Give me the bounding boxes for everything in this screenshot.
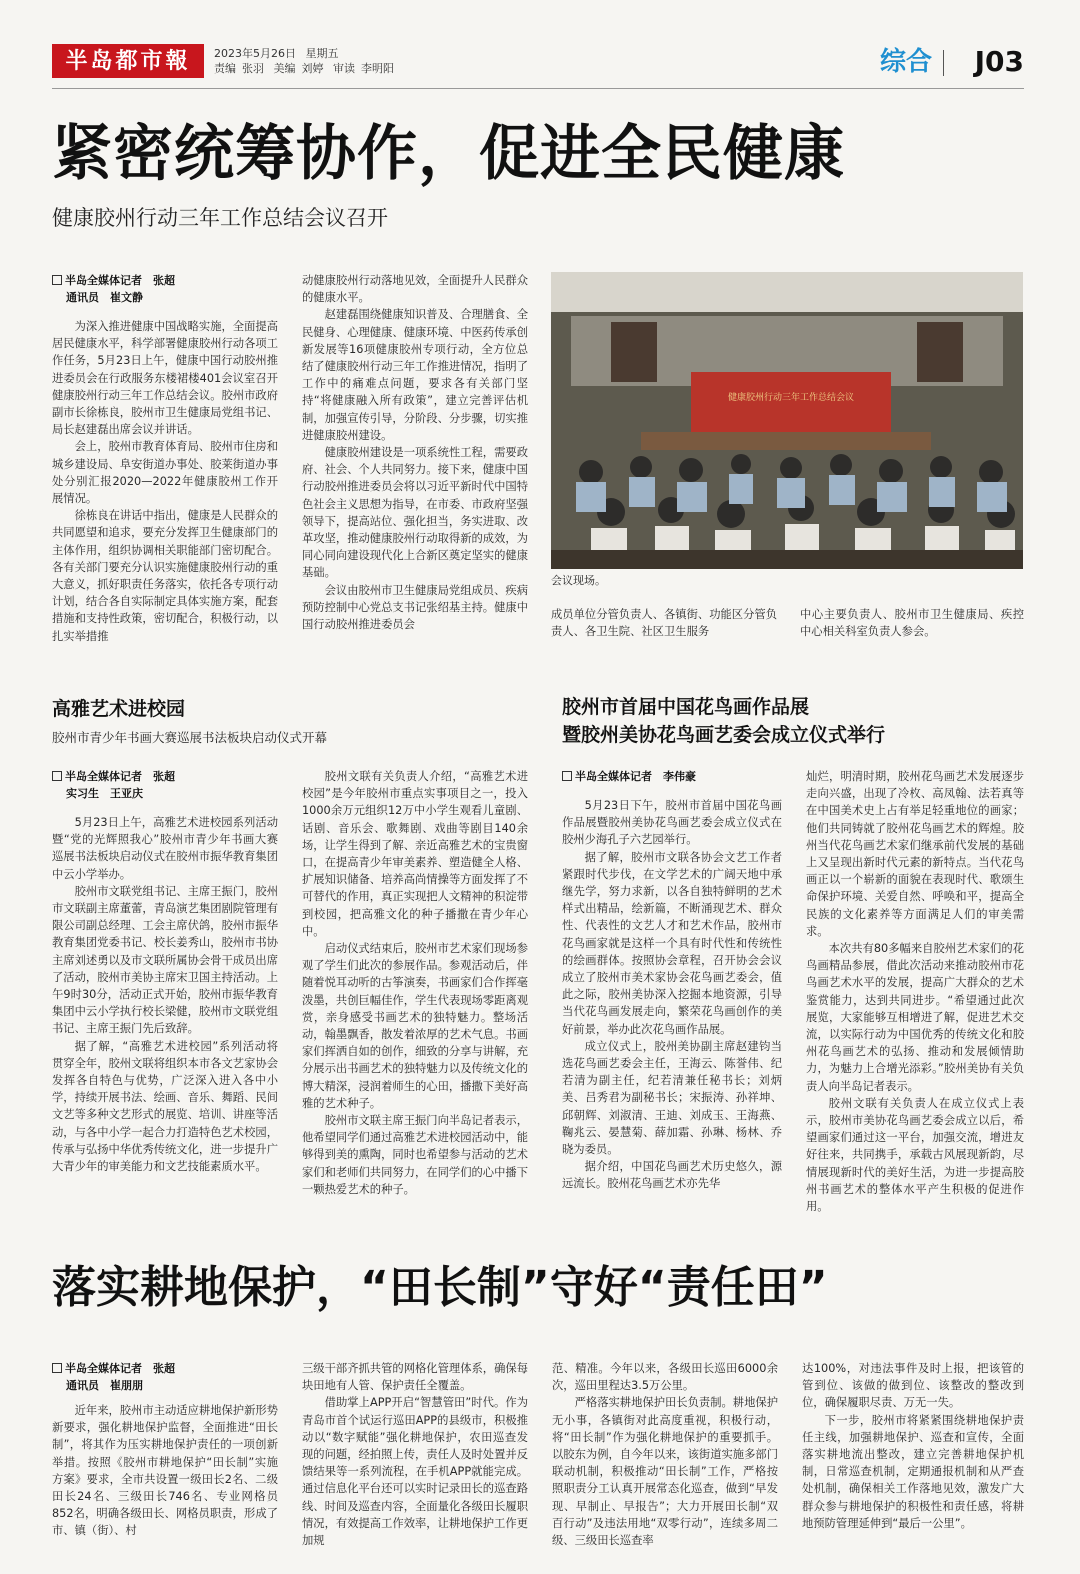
editor-role: 审读 — [333, 62, 355, 75]
article1-column-2 — [302, 272, 528, 633]
paragraph: 会议由胶州市卫生健康局党组成员、疾病预防控制中心党总支书记张绍基主持。健康中国行动胶州推进委员会 — [302, 583, 528, 632]
article1-headline: 紧密统筹协作，促进全民健康 — [52, 119, 845, 189]
paragraph: 借助掌上APP开启“智慧管田”时代。作为青岛市首个试运行巡田APP的县级市，积极推动以“数字赋能”强化耕地保护，农田巡查发现的问题，经拍照上传，责任人及时处置并反馈结果等一系列流程，在手机APP就能完成。通过信息化平台还可以实时记录田长的巡查路线、时间及巡查内容，全面量化各级田长履职情况，有效提高工作效率，让耕地保护工作更加规 — [302, 1396, 528, 1548]
page-number: J03 — [974, 45, 1024, 78]
section-name: 综合 — [879, 47, 932, 77]
article2-column-1 — [52, 768, 278, 1175]
paragraph: 中心主要负责人、胶州市卫生健康局、疾控中心相关科室负责人参会。 — [800, 608, 1024, 639]
article4-column-4 — [802, 1360, 1024, 1532]
paragraph: 达100%，对违法事件及时上报，把该管的管到位、该做的做到位、该整改的整改到位，确保履职尽责、万无一失。 — [802, 1362, 1024, 1410]
reporter: 半岛全媒体记者 李伟豪 — [575, 770, 696, 783]
paragraph: 胶州文联有关负责人介绍，“高雅艺术进校园”是今年胶州市重点实事项目之一，投入1000余万元组织12万中小学生观看儿童剧、话剧、音乐会、歌舞剧、戏曲等剧目140余场，让学生得到了解、亲近高雅艺术的宝贵窗口，在提高青少年审美素养、塑造健全人格、扩展知识储备、培养高尚情操等方面发挥了不可替代的作用，真正实现把人文精神的积淀带到校园，把高雅文化的种子播撒在青少年心中。 — [302, 770, 528, 938]
article2-subtitle: 胶州市青少年书画大赛巡展书法板块启动仪式开幕 — [52, 730, 328, 745]
paragraph: 成员单位分管负责人、各镇街、功能区分管负责人、各卫生院、社区卫生服务 — [551, 608, 777, 639]
correspondent: 通讯员 崔文静 — [66, 291, 143, 304]
paragraph: 启动仪式结束后，胶州市艺术家们现场参观了学生们此次的参展作品。参观活动后，伴随着悦耳动听的古筝演奏，书画家们合作挥毫泼墨，共创巨幅佳作，学生代表现场零距离观赏，亲身感受书画艺术的独特魅力。整场活动，翰墨飘香，散发着浓厚的艺术气息。书画家们挥洒自如的创作，细致的分享与讲解，充分展示出书画艺术的独特魅力以及传统文化的博大精深，浸润着师生的心田，播撒下美好高雅的艺术种子。 — [302, 942, 528, 1110]
paragraph: 灿烂，明清时期，胶州花鸟画艺术发展逐步走向兴盛，出现了冷枚、高凤翰、法若真等在中国美术史上占有举足轻重地位的画家；他们共同铸就了胶州花鸟画艺术的辉煌。胶州当代花鸟画艺术家们继承前代发展的基础上又呈现出新时代元素的新特点。当代花鸟画正以一个崭新的面貌在表现时代、歌颂生命保护环境、关爱自然、呼唤和平，提高全民族的文化素养等方面满足人们的审美需求。 — [806, 770, 1024, 938]
paragraph: 5月23日上午，高雅艺术进校园系列活动暨“党的光辉照我心”胶州市青少年书画大赛巡展书法板块启动仪式在胶州市振华教育集团中云小学举办。 — [52, 816, 278, 881]
issue-weekday: 星期五 — [305, 47, 339, 60]
paragraph: 下一步，胶州市将紧紧围绕耕地保护责任主线，加强耕地保护、巡查和宣传，全面落实耕地流出整改，建立完善耕地保护机制，日常巡查机制，定期通报机制和从严查处机制，确保相关工作落地见效，激发广大群众参与耕地保护的积极性和责任感，将耕地预防管理延伸到“最后一公里”。 — [802, 1413, 1024, 1530]
article3-column-1 — [562, 768, 782, 1193]
paragraph: 近年来，胶州市主动适应耕地保护新形势新要求，强化耕地保护监督，全面推进“田长制”，将其作为压实耕地保护责任的一项创新举措。按照《胶州市耕地保护“田长制”实施方案》要求，全市共设置一级田长2名、二级田长24名、三级田长746名、专业网格员852名，明确各级田长、网格员职责，形成了市、镇（街）、村 — [52, 1404, 278, 1538]
paragraph: 胶州文联有关负责人在成立仪式上表示，胶州市美协花鸟画艺委会成立以后，希望画家们通过这一平台，加强交流，增进友好往来，共同携手，承载古风展现新韵，尽情展现新时代的美好生活，为进一步提高胶州书画艺术的整体水平产生积极的促进作用。 — [806, 1096, 1024, 1214]
paragraph: 健康胶州建设是一项系统性工程，需要政府、社会、个人共同努力。接下来，健康中国行动胶州推进委员会将以习近平新时代中国特色社会主义思想为指导，在市委、市政府坚强领导下，提高站位、强化担当，务实进取、改革攻坚，推动健康胶州行动取得新的成效，为同心同向建设现代化上合新区奠定坚实的健康基础。 — [302, 446, 528, 580]
masthead-rule — [52, 88, 1024, 89]
paragraph: 会上，胶州市教育体育局、胶州市住房和城乡建设局、阜安街道办事处、胶莱街道办事处分别汇报2020—2022年健康胶州工作开展情况。 — [52, 440, 278, 506]
paragraph: 赵建磊围绕健康知识普及、合理膳食、全民健身、心理健康、健康环境、中医药传承创新发展等16项健康胶州专项行动，全方位总结了健康胶州行动三年工作推进情况，指明了工作中的痛难点问题，要求各有关部门坚持“将健康融入所有政策”，建立完善评估机制，加强宣传引导，分阶段、分步骤，切实推进健康胶州建设。 — [302, 308, 528, 442]
reporter: 半岛全媒体记者 张超 — [65, 274, 175, 287]
meeting-photo-image — [551, 272, 1023, 569]
masthead-divider — [943, 50, 944, 76]
editor-name: 李明阳 — [361, 62, 394, 75]
paragraph: 成立仪式上，胶州美协副主席赵建钧当选花鸟画艺委会主任，王海云、陈誉伟、纪若清为副主任，纪若清兼任秘书长；刘炳美、吕秀君为副秘书长；宋振涛、孙祥坤、邱朝辉、刘淑清、王迪、刘成玉、王海燕、鞠兆云、晏慧菊、薛加霜、孙琳、杨林、乔晓为委员。 — [562, 1039, 782, 1157]
masthead — [52, 44, 1024, 84]
photo-caption: 会议现场。 — [551, 574, 606, 587]
intern: 实习生 王亚庆 — [66, 787, 143, 800]
article1-column-1 — [52, 272, 278, 645]
article3-column-2 — [806, 768, 1024, 1215]
paragraph: 为深入推进健康中国战略实施，全面提高居民健康水平，科学部署健康胶州行动各项工作任务，5月23日上午，健康中国行动胶州推进委员会在行政服务东楼裙楼401会议室召开健康胶州行动三年工作总结会议。胶州市政府副市长徐栋良，胶州市卫生健康局党组书记、局长赵建磊出席会议并讲话。 — [52, 320, 278, 437]
article4-column-1 — [52, 1360, 278, 1540]
paragraph: 本次共有80多幅来自胶州艺术家们的花鸟画精品参展，借此次活动来推动胶州市花鸟画艺术水平的发展，提高广大群众的艺术鉴赏能力，达到共同进步。“希望通过此次展览，大家能够互相增进了解，促进艺术交流，以实际行动为中国优秀的传统文化和胶州花鸟画艺术的弘扬、推动和发展倾情助力，为魅力上合增光添彩。”胶州美协有关负责人向半岛记者表示。 — [806, 942, 1024, 1093]
byline-box-icon — [562, 771, 572, 781]
newspaper-logo: 半岛都市報 — [52, 44, 204, 78]
paragraph: 5月23日下午，胶州市首届中国花鸟画作品展暨胶州美协花鸟画艺委会成立仪式在胶州少海孔子六艺园举行。 — [562, 799, 782, 847]
issue-info — [214, 46, 400, 76]
article1-subtitle: 健康胶州行动三年工作总结会议召开 — [52, 206, 388, 230]
reporter: 半岛全媒体记者 张超 — [65, 770, 175, 783]
article4-column-3 — [552, 1360, 778, 1549]
article4-headline: 落实耕地保护，“田长制”守好“责任田” — [52, 1262, 828, 1313]
meeting-banner-text: 健康胶州行动三年工作总结会议 — [727, 393, 855, 403]
article1-column-4 — [800, 606, 1024, 640]
article2-column-2 — [302, 768, 528, 1198]
paragraph: 胶州市文联党组书记、主席王振门，胶州市文联副主席董蕾，青岛演艺集团剧院管理有限公司副总经理、工会主席伏鸽，胶州市振华教育集团党委书记、校长姜秀山，胶州市书协主席刘述勇以及市文联所属协会骨干成员出席了活动，胶州市美协主席宋卫国主持活动。上午9时30分，活动正式开始，胶州市振华教育集团中云小学执行校长梁健，胶州市文联党组书记、主席王振门先后致辞。 — [52, 884, 278, 1036]
issue-date: 2023年5月26日 — [214, 47, 296, 60]
paragraph: 范、精准。今年以来，各级田长巡田6000余次，巡田里程达3.5万公里。 — [552, 1362, 778, 1393]
article2-byline — [52, 768, 278, 802]
correspondent: 通讯员 崔朋朋 — [66, 1379, 143, 1392]
reporter: 半岛全媒体记者 张超 — [65, 1362, 175, 1375]
article3-byline — [562, 768, 782, 785]
article1-column-3 — [551, 606, 777, 640]
paragraph: 徐栋良在讲话中指出，健康是人民群众的共同愿望和追求，要充分发挥卫生健康部门的主体作用，组织协调相关职能部门密切配合。各有关部门要充分认识实施健康胶州行动的重大意义，抓好职责任务落实，依托各专项行动计划，结合各自实际制定具体实施方案，配套措施和支持性政策，密切配合，积极行动，以扎实举措推 — [52, 509, 278, 643]
article2-headline: 高雅艺术进校园 — [52, 698, 186, 720]
article3-headline-line2: 暨胶州美协花鸟画艺委会成立仪式举行 — [562, 724, 886, 746]
editor-role: 美编 — [273, 62, 296, 75]
byline-box-icon — [52, 1363, 62, 1373]
article4-column-2 — [302, 1360, 528, 1549]
editor-role: 责编 — [214, 62, 236, 75]
paragraph: 严格落实耕地保护田长负责制。耕地保护无小事，各镇街对此高度重视，积极行动，将“田长制”作为强化耕地保护的重要抓手。以胶东为例，自今年以来，该街道实施多部门联动机制，积极推动“田长制”工作，严格按照职责分工认真开展常态化巡查，做到“早发现、早制止、早报告”；大力开展田长制“双百行动”及违法用地“双零行动”，连续多周二级、三级田长巡查率 — [552, 1396, 778, 1548]
byline-box-icon — [52, 275, 62, 285]
paragraph: 据了解，“高雅艺术进校园”系列活动将贯穿全年，胶州文联将组织本市各文艺家协会发挥各自特色与优势，广泛深入进入各中小学，持续开展书法、绘画、音乐、舞蹈、民间文艺等多种文艺形式的展览、培训、讲座等活动，与各中小学一起合力打造特色艺术校园，传承与弘扬中华优秀传统文化，进一步提升广大青少年的审美能力和文艺技能素质水平。 — [52, 1039, 278, 1174]
article3-headline-line1: 胶州市首届中国花鸟画作品展 — [562, 696, 810, 718]
article4-byline — [52, 1360, 278, 1394]
paragraph: 据介绍，中国花鸟画艺术历史悠久，源远流长。胶州花鸟画艺术亦先华 — [562, 1160, 782, 1191]
paragraph: 动健康胶州行动落地见效，全面提升人民群众的健康水平。 — [302, 274, 528, 305]
paragraph: 三级干部齐抓共管的网格化管理体系，确保每块田地有人管、保护责任全覆盖。 — [302, 1362, 528, 1393]
paragraph: 据了解，胶州市文联各协会文艺工作者紧跟时代步伐，在文学艺术的广阔天地中承继先学，努力求新，以各自独特鲜明的艺术样式出精品，绘新篇，不断涌现艺术、群众性、代表性的文艺人才和艺术作品，胶州市花鸟画家就是这样一个具有时代性和传统性的绘画群体。按照协会章程，召开协会会议成立了胶州市美术家协会花鸟画艺委会，值此之际，胶州美协深入挖掘本地资源，引导当代花鸟画发展走向，繁荣花鸟画创作的美好前景，举办此次花鸟画作品展。 — [562, 850, 782, 1036]
paragraph: 胶州市文联主席王振门向半岛记者表示，他希望同学们通过高雅艺术进校园活动中，能够得到美的熏陶，同时也希望参与活动的艺术家们和老师们共同努力，在同学们的心中播下一颗热爱艺术的种子。 — [302, 1114, 528, 1196]
editor-name: 刘婷 — [301, 62, 324, 75]
article1-byline — [52, 272, 278, 306]
byline-box-icon — [52, 771, 62, 781]
meeting-photo — [551, 272, 1023, 569]
editor-name: 张羽 — [242, 62, 264, 75]
